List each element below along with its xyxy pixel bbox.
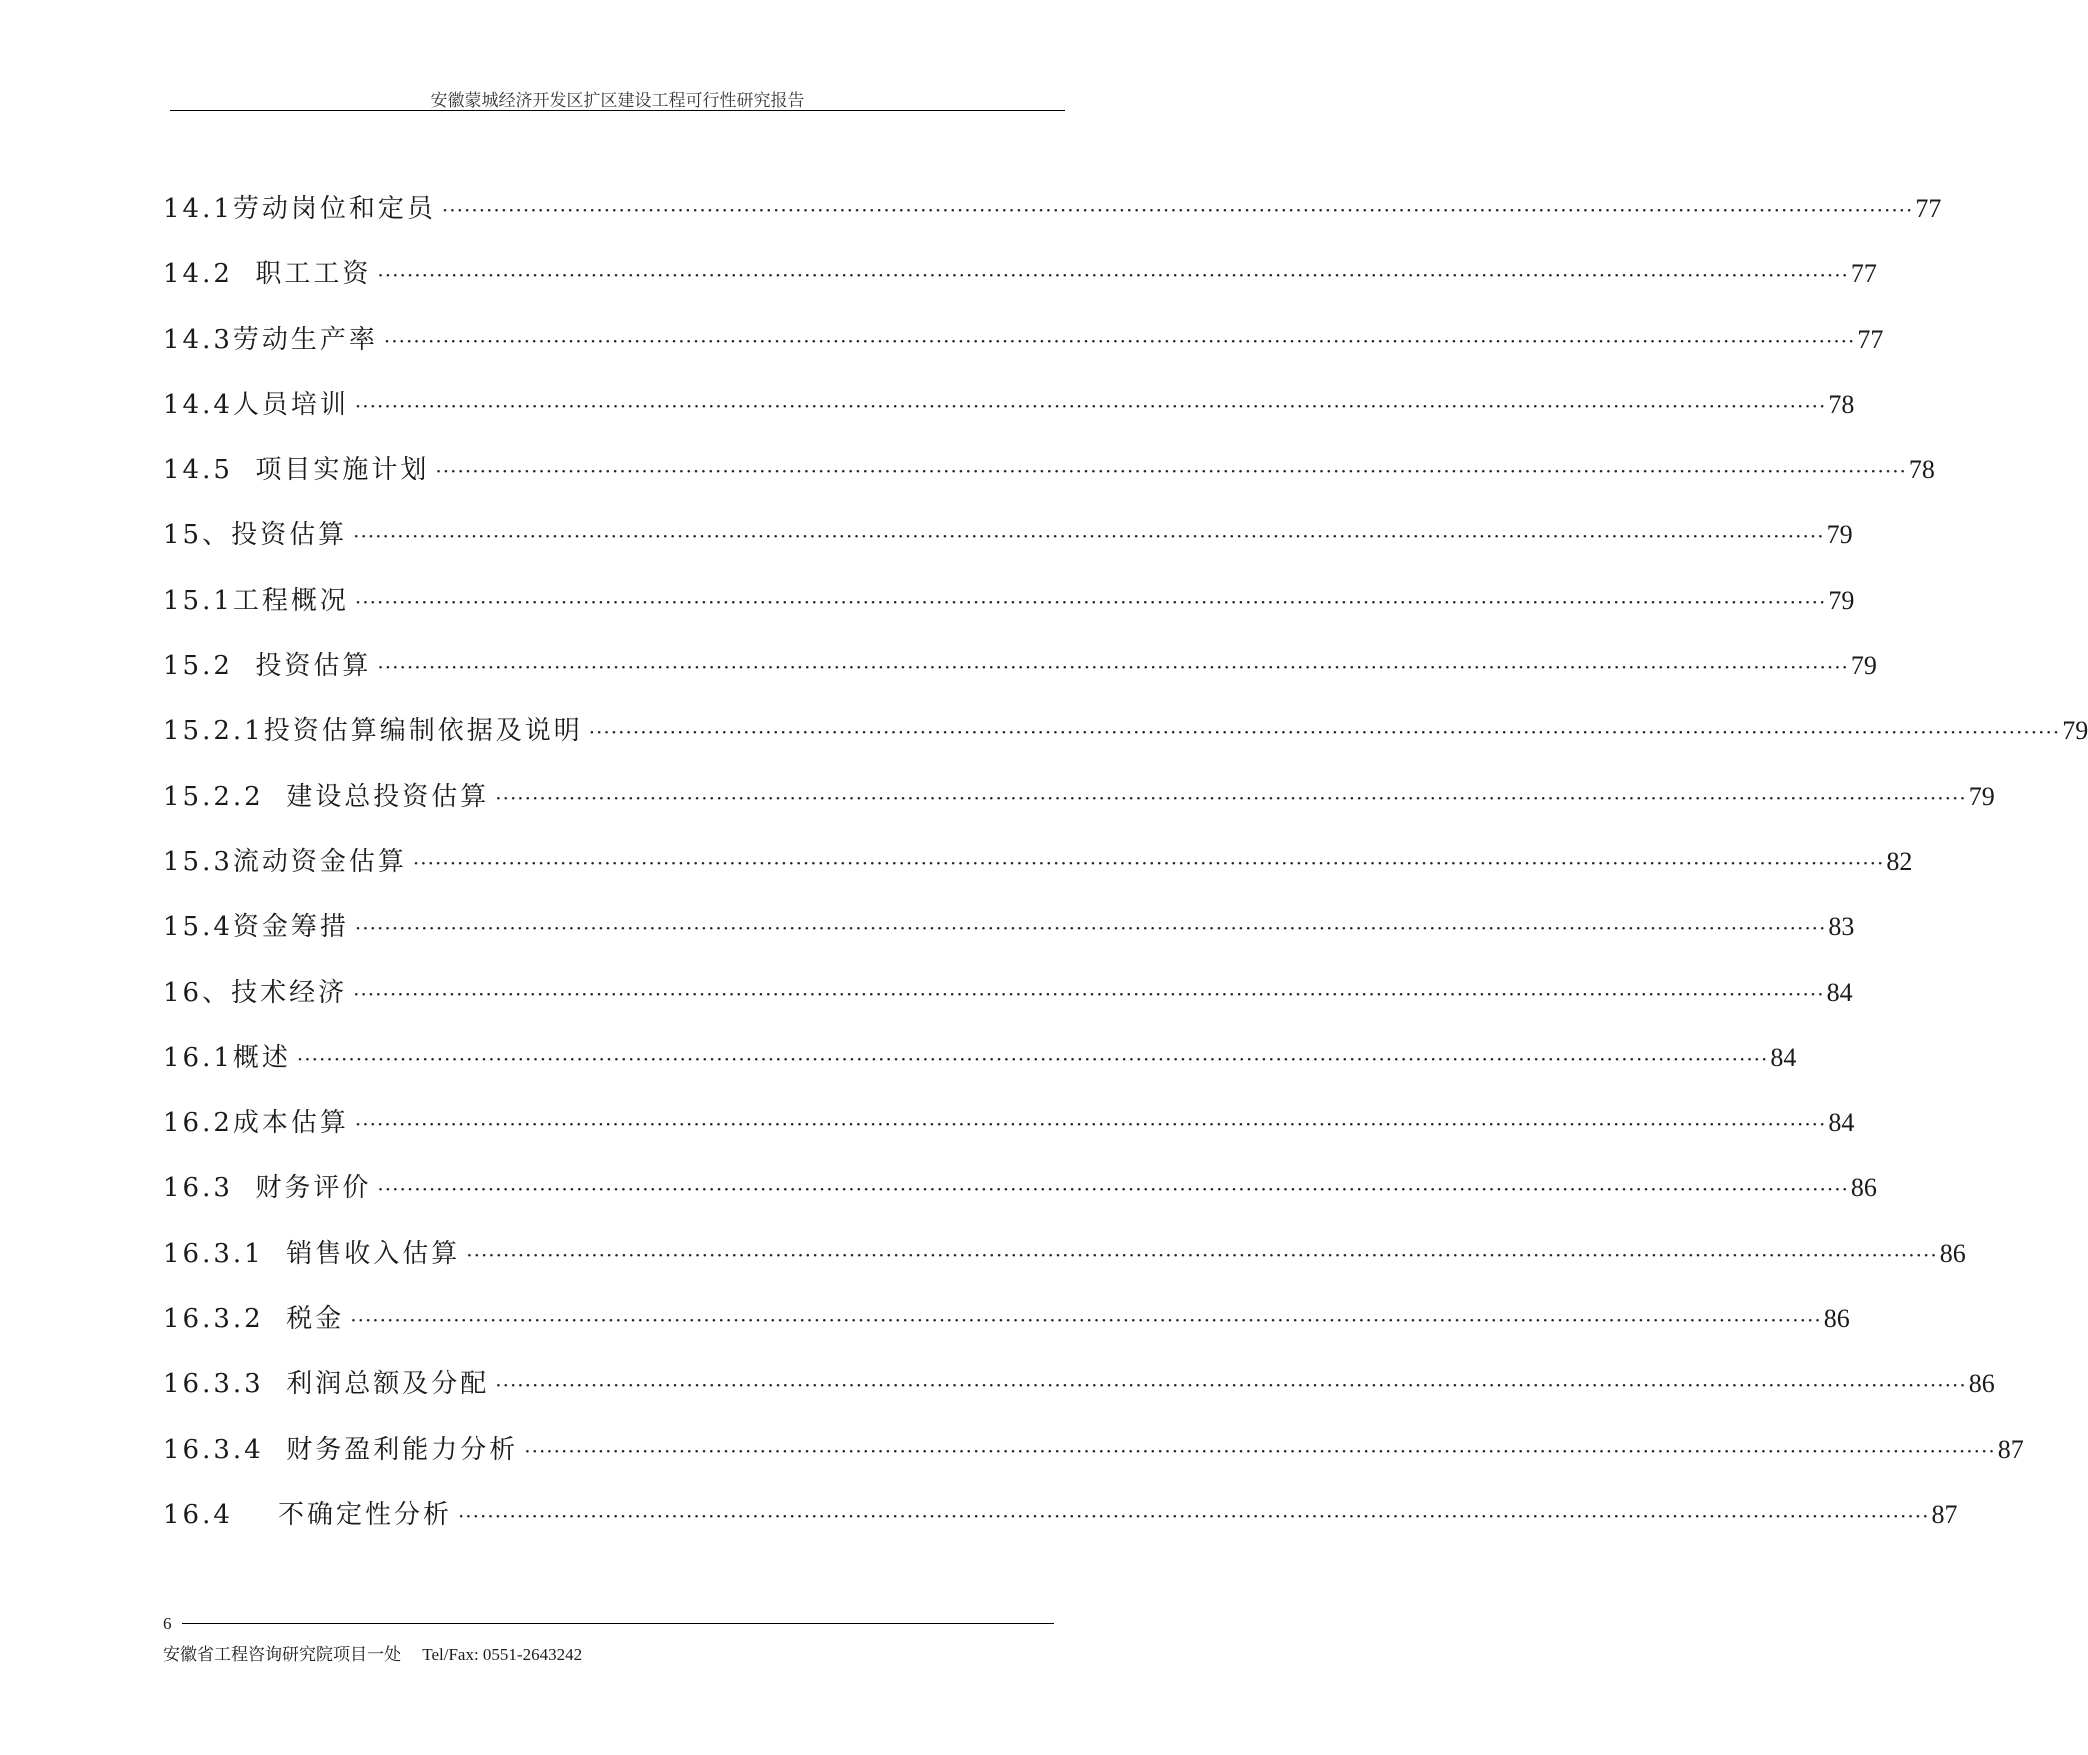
toc-dot-leader: ········································································································································································································: [350, 1308, 1822, 1333]
toc-dot-leader: ········································································································································································································: [377, 655, 1849, 680]
toc-entry-page: 77: [1857, 324, 1884, 354]
toc-entry[interactable]: [163, 449, 1935, 514]
toc-entry-page: 79: [1828, 585, 1855, 615]
toc-entry-page: 86: [1968, 1369, 1995, 1399]
toc-dot-leader: ········································································································································································································: [354, 1112, 1827, 1137]
toc-entry[interactable]: [163, 1233, 1966, 1298]
toc-entry-page: 79: [1968, 781, 1995, 811]
toc-entry-page: 84: [1770, 1042, 1797, 1072]
toc-dot-leader: ········································································································································································································: [588, 720, 2061, 745]
footer-contact: 安徽省工程咨询研究院项目一处 Tel/Fax: 0551-2643242: [163, 1645, 583, 1664]
toc-entry[interactable]: [163, 1494, 1958, 1559]
toc-dot-leader: ········································································································································································································: [495, 785, 1967, 810]
toc-dot-leader: ········································································································································································································: [354, 393, 1827, 418]
toc-entry-page: 78: [1828, 389, 1855, 419]
toc-entry-page: 82: [1886, 846, 1913, 876]
toc-dot-leader: ········································································································································································································: [296, 1046, 1769, 1071]
toc-entry-label: 14.1劳动岗位和定员: [163, 194, 436, 224]
toc-entry-label: 15.2 投资估算: [163, 651, 372, 682]
toc-entry-page: 87: [1997, 1434, 2024, 1464]
toc-dot-leader: ········································································································································································································: [353, 981, 1825, 1006]
toc-entry-page: 78: [1908, 455, 1935, 485]
toc-entry-label: 16.3.2 税金: [163, 1304, 345, 1335]
toc-entry[interactable]: [163, 841, 1913, 906]
toc-entry-label: 16.3 财务评价: [163, 1173, 372, 1204]
toc-entry-page: 77: [1850, 259, 1877, 289]
toc-dot-leader: ········································································································································································································: [495, 1373, 1967, 1398]
toc-entry-page: 79: [1850, 651, 1877, 681]
toc-entry-label: 15.4资金筹措: [163, 912, 349, 943]
toc-entry[interactable]: [163, 776, 1995, 841]
toc-entry[interactable]: [163, 906, 1855, 971]
toc-entry-label: 15.3流动资金估算: [163, 846, 407, 877]
toc-entry-page: 86: [1939, 1238, 1966, 1268]
toc-entry[interactable]: [163, 580, 1855, 645]
toc-entry-label: 15.2.1投资估算编制依据及说明: [163, 716, 583, 747]
toc-entry[interactable]: [163, 1363, 1995, 1428]
toc-entry[interactable]: [163, 1167, 1877, 1232]
toc-dot-leader: ········································································································································································································: [354, 916, 1827, 941]
table-of-contents: [163, 188, 2088, 1559]
toc-dot-leader: ········································································································································································································: [412, 850, 1885, 875]
footer-divider: [182, 1623, 1054, 1624]
toc-dot-leader: ········································································································································································································: [457, 1503, 1930, 1528]
toc-entry[interactable]: [163, 514, 1853, 579]
toc-dot-leader: ········································································································································································································: [377, 1177, 1849, 1202]
toc-dot-leader: ········································································································································································································: [383, 328, 1856, 353]
toc-entry-page: 86: [1850, 1173, 1877, 1203]
toc-entry[interactable]: [163, 1429, 2024, 1494]
toc-entry-page: 83: [1828, 912, 1855, 942]
toc-entry[interactable]: [163, 710, 2088, 775]
toc-entry-page: 79: [2062, 716, 2088, 746]
document-title: 安徽蒙城经济开发区扩区建设工程可行性研究报告: [430, 91, 805, 110]
toc-dot-leader: ········································································································································································································: [377, 263, 1849, 288]
toc-entry-page: 84: [1826, 977, 1853, 1007]
toc-entry-label: 14.3劳动生产率: [163, 324, 378, 355]
toc-entry-label: 16.3.4 财务盈利能力分析: [163, 1434, 519, 1465]
toc-entry-page: 87: [1931, 1499, 1958, 1529]
toc-dot-leader: ········································································································································································································: [435, 459, 1907, 484]
toc-entry[interactable]: [163, 188, 1942, 253]
toc-entry-page: 86: [1823, 1304, 1850, 1334]
toc-entry-label: 16.1概述: [163, 1042, 291, 1073]
toc-entry[interactable]: [163, 1102, 1855, 1167]
toc-entry-label: 16.3.3 利润总额及分配: [163, 1369, 490, 1400]
toc-entry[interactable]: [163, 1037, 1797, 1102]
toc-entry[interactable]: [163, 972, 1853, 1037]
toc-entry-label: 16.2成本估算: [163, 1108, 349, 1139]
toc-entry-label: 14.4人员培训: [163, 389, 349, 420]
toc-entry-label: 14.5 项目实施计划: [163, 455, 430, 486]
toc-entry-label: 16、技术经济: [163, 977, 348, 1008]
toc-entry-label: 16.3.1 销售收入估算: [163, 1238, 461, 1269]
toc-entry-page: 84: [1828, 1108, 1855, 1138]
toc-entry[interactable]: [163, 253, 1877, 318]
toc-entry-label: 15.2.2 建设总投资估算: [163, 781, 490, 812]
toc-entry[interactable]: [163, 1298, 1850, 1363]
toc-entry[interactable]: [163, 384, 1855, 449]
toc-entry-page: 79: [1826, 520, 1853, 550]
toc-dot-leader: ········································································································································································································: [466, 1242, 1938, 1267]
toc-entry[interactable]: [163, 319, 1884, 384]
toc-dot-leader: ········································································································································································································: [441, 198, 1914, 222]
toc-entry-label: 14.2 职工工资: [163, 259, 372, 290]
toc-entry-page: 77: [1915, 194, 1942, 223]
header-divider: [170, 110, 1065, 111]
toc-dot-leader: ········································································································································································································: [354, 589, 1827, 614]
toc-dot-leader: ········································································································································································································: [524, 1438, 1996, 1463]
toc-entry[interactable]: [163, 645, 1877, 710]
footer-page-number: 6: [163, 1614, 172, 1633]
toc-entry-label: 15.1工程概况: [163, 585, 349, 616]
toc-dot-leader: ········································································································································································································: [353, 524, 1825, 549]
toc-entry-label: 15、投资估算: [163, 520, 348, 551]
toc-entry-label: 16.4 不确定性分析: [163, 1499, 452, 1530]
